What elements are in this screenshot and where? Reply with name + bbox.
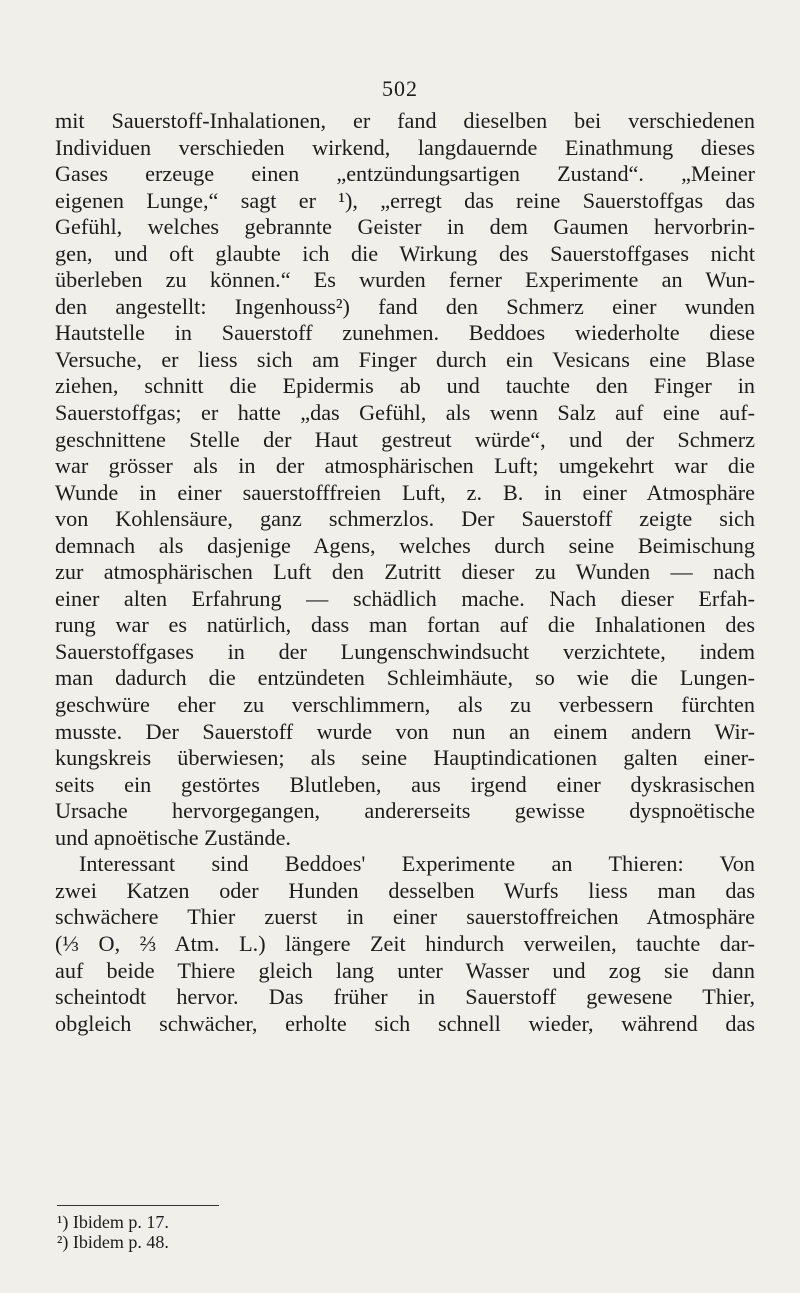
text-line: eigenen Lunge,“ sagt er ¹), „erregt das reine Sauerstoffgas das	[55, 187, 755, 213]
footnotes	[57, 1212, 457, 1252]
text-line: Sauerstoffgases in der Lungenschwindsucht verzichtete, indem	[55, 638, 755, 664]
text-line: einer alten Erfahrung — schädlich mache. Nach dieser Erfah-	[55, 585, 755, 611]
text-line: überleben zu können.“ Es wurden ferner Experimente an Wun-	[55, 267, 755, 293]
text-line: Hautstelle in Sauerstoff zunehmen. Beddoes wiederholte diese	[55, 320, 755, 346]
text-line: den angestellt: Ingenhouss²) fand den Schmerz einer wunden	[55, 293, 755, 319]
text-line: gen, und oft glaubte ich die Wirkung des Sauerstoffgases nicht	[55, 240, 755, 266]
text-line: rung war es natürlich, dass man fortan auf die Inhalationen des	[55, 612, 755, 638]
text-line: demnach als dasjenige Agens, welches durch seine Beimischung	[55, 532, 755, 558]
text-line: war grösser als in der atmosphärischen Luft; umgekehrt war die	[55, 453, 755, 479]
text-line: Individuen verschieden wirkend, langdauernde Einathmung dieses	[55, 134, 755, 160]
text-line: schwächere Thier zuerst in einer sauerstoffreichen Atmosphäre	[55, 904, 755, 930]
text-line: mit Sauerstoff-Inhalationen, er fand dieselben bei verschiedenen	[55, 108, 755, 133]
text-line: Sauerstoffgas; er hatte „das Gefühl, als wenn Salz auf eine auf-	[55, 400, 755, 426]
text-line: kungskreis überwiesen; als seine Hauptindicationen galten einer-	[55, 745, 755, 771]
text-line: (⅓ O, ⅔ Atm. L.) längere Zeit hindurch verweilen, tauchte dar-	[55, 930, 755, 956]
text-line: ziehen, schnitt die Epidermis ab und tauchte den Finger in	[55, 373, 755, 399]
text-line: obgleich schwächer, erholte sich schnell wieder, während das	[55, 1010, 755, 1036]
text-line: Wunde in einer sauerstofffreien Luft, z. B. in einer Atmosphäre	[55, 479, 755, 505]
footnote: ²) Ibidem p. 48.	[57, 1232, 169, 1252]
text-line: seits ein gestörtes Blutleben, aus irgend einer dyskrasischen	[55, 771, 755, 797]
text-line: Ursache hervorgegangen, andererseits gewisse dyspnoëtische	[55, 798, 755, 824]
text-line: Interessant sind Beddoes' Experimente an Thieren: Von	[79, 851, 755, 877]
text-line: zwei Katzen oder Hunden desselben Wurfs liess man das	[55, 877, 755, 903]
text-line: scheintodt hervor. Das früher in Sauerstoff gewesene Thier,	[55, 984, 755, 1010]
text-line: geschnittene Stelle der Haut gestreut würde“, und der Schmerz	[55, 426, 755, 452]
body-text	[55, 108, 755, 1037]
text-line: zur atmosphärischen Luft den Zutritt dieser zu Wunden — nach	[55, 559, 755, 585]
text-line: Gefühl, welches gebrannte Geister in dem Gaumen hervorbrin-	[55, 214, 755, 240]
text-line: Versuche, er liess sich am Finger durch ein Vesicans eine Blase	[55, 346, 755, 372]
text-line: Gases erzeuge einen „entzündungsartigen Zustand“. „Meiner	[55, 161, 755, 187]
text-line: man dadurch die entzündeten Schleimhäute, so wie die Lungen-	[55, 665, 755, 691]
page-number: 502	[382, 76, 418, 101]
footnote-divider	[57, 1205, 219, 1206]
footnote: ¹) Ibidem p. 17.	[57, 1212, 169, 1232]
text-line: von Kohlensäure, ganz schmerzlos. Der Sauerstoff zeigte sich	[55, 506, 755, 532]
text-line: musste. Der Sauerstoff wurde von nun an einem andern Wir-	[55, 718, 755, 744]
text-line: und apnoëtische Zustände.	[55, 824, 291, 850]
text-line: auf beide Thiere gleich lang unter Wasser und zog sie dann	[55, 957, 755, 983]
text-line: geschwüre eher zu verschlimmern, als zu verbessern fürchten	[55, 692, 755, 718]
